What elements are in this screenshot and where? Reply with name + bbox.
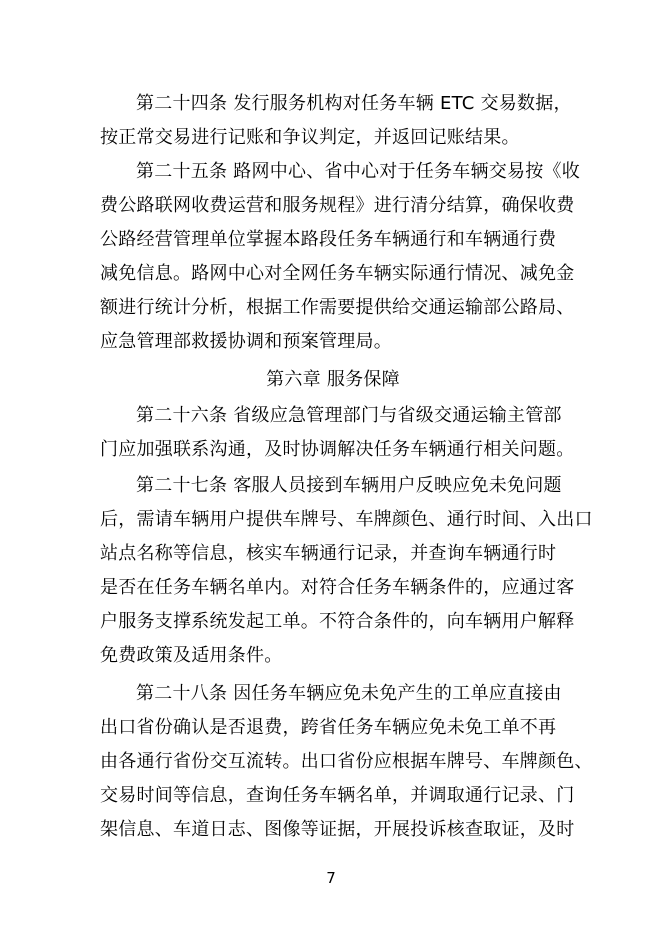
article-26-line-2: 门应加强联系沟通，及时协调解决任务车辆通行相关问题。 [100,439,575,460]
article-27-line-3: 站点名称等信息，核实车辆通行记录，并查询车辆通行时 [100,543,557,564]
chapter-heading: 第六章 服务保障 [266,369,400,390]
article-28-line-4: 交易时间等信息，查询任务车辆名单，并调取通行记录、门 [100,785,575,806]
page-number: 7 [326,869,336,887]
article-26-line-1: 第二十六条 省级应急管理部门与省级交通运输主管部 [136,405,562,426]
article-24-line-1: 第二十四条 发行服务机构对任务车辆 ETC 交易数据， [136,93,572,114]
article-28-line-5: 架信息、车道日志、图像等证据，开展投诉核查取证，及时 [100,819,575,840]
article-27-line-2: 后，需请车辆用户提供车牌号、车牌颜色、通行时间、入出口 [100,509,593,530]
article-24-line-2: 按正常交易进行记账和争议判定，并返回记账结果。 [100,127,520,148]
article-27-line-6: 免费政策及适用条件。 [100,645,283,666]
article-25-line-1: 第二十五条 路网中心、省中心对于任务车辆交易按《收 [136,161,580,182]
article-25-line-2: 费公路联网收费运营和服务规程》进行清分结算，确保收费 [100,195,575,216]
article-25-line-6: 应急管理部救援协调和预案管理局。 [100,331,392,352]
article-28-line-2: 出口省份确认是否退费，跨省任务车辆应免未免工单不再 [100,717,557,738]
article-28-line-3: 由各通行省份交互流转。出口省份应根据车牌号、车牌颜色、 [100,751,593,772]
article-27-line-1: 第二十七条 客服人员接到车辆用户反映应免未免问题 [136,475,562,496]
article-25-line-4: 减免信息。路网中心对全网任务车辆实际通行情况、减免金 [100,263,575,284]
article-28-line-1: 第二十八条 因任务车辆应免未免产生的工单应直接由 [136,683,562,704]
article-27-line-5: 户服务支撑系统发起工单。不符合条件的，向车辆用户解释 [100,611,575,632]
article-27-line-4: 是否在任务车辆名单内。对符合任务车辆条件的，应通过客 [100,577,575,598]
article-25-line-3: 公路经营管理单位掌握本路段任务车辆通行和车辆通行费 [100,229,557,250]
article-25-line-5: 额进行统计分析，根据工作需要提供给交通运输部公路局、 [100,297,575,318]
